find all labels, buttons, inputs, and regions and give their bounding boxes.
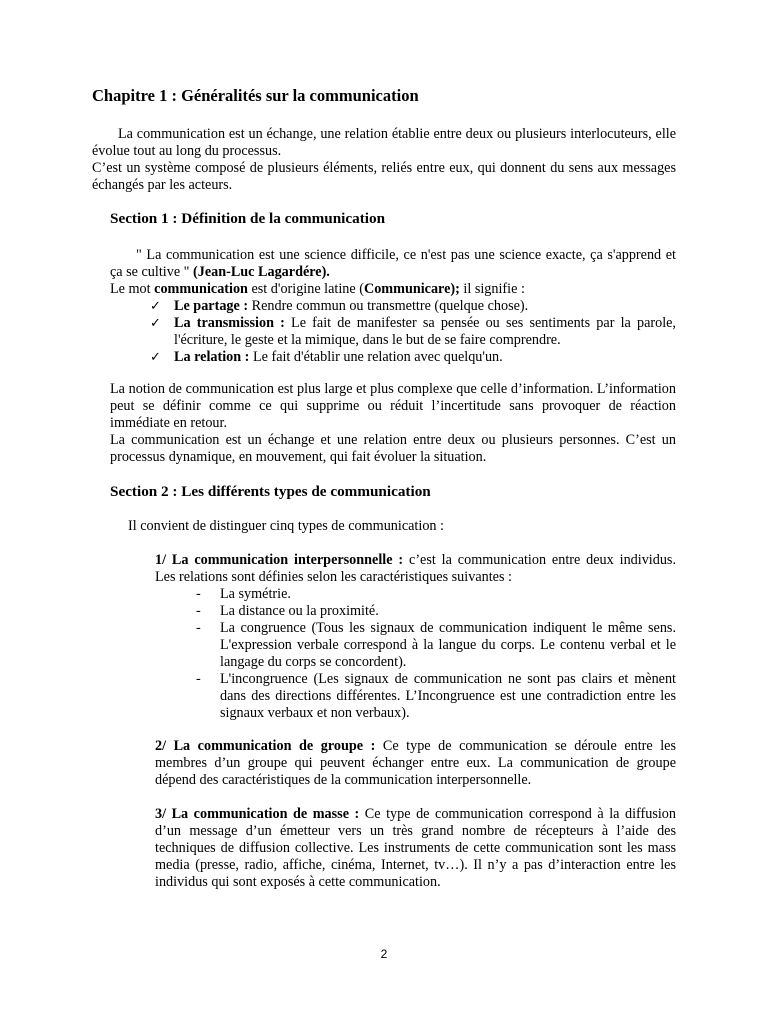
checkmark-icon: ✓ <box>150 350 161 365</box>
type-2-block <box>155 738 676 789</box>
chapter-title: Chapitre 1 : Généralités sur la communication <box>92 86 419 105</box>
dash-marker: - <box>196 671 201 687</box>
item-text: La distance ou la proximité. <box>220 603 379 619</box>
section-2-intro-text: Il convient de distinguer cinq types de communication : <box>128 518 444 534</box>
intro-paragraph-1: La communication est un échange, une relation établie entre deux ou plusieurs interlocuteurs, elle évolue tout au long du processus. <box>92 126 676 159</box>
quote-text: " La communication est une science difficile, ce n'est pas une science exacte, ça s'apprend et ça se cultive " <box>110 247 676 280</box>
quote-author: (Jean-Luc Lagardére). <box>193 264 330 280</box>
item-text: Rendre commun ou transmettre (quelque chose). <box>248 298 529 314</box>
list-item <box>150 315 676 349</box>
page-number: 2 <box>380 947 388 961</box>
type-2-paragraph <box>155 738 676 789</box>
section-2-title: Section 2 : Les différents types de communication <box>110 483 431 500</box>
section-1-title: Section 1 : Définition de la communication <box>110 210 386 227</box>
intro-block <box>92 126 676 194</box>
notion-paragraph-2: La communication est un échange et une relation entre deux ou plusieurs personnes. C’est un processus dynamique, en mouvement, qui fait évoluer la situation. <box>110 432 676 465</box>
definition-list <box>150 298 676 366</box>
list-item <box>196 603 676 620</box>
word-origin-intro: Le mot <box>110 281 155 297</box>
notion-block <box>110 381 676 466</box>
notion-paragraph-1: La notion de communication est plus large et plus complexe que celle d’information. L’information peut se définir comme ce qui supprime ou réduit l’incertitude sans provoquer de réaction immédiate en retour. <box>110 381 676 431</box>
type-1-heading: 1/ La communication interpersonnelle : <box>155 552 404 568</box>
list-item <box>150 349 676 366</box>
item-text: La symétrie. <box>220 586 291 602</box>
type-3-block <box>155 806 676 891</box>
checkmark-icon: ✓ <box>150 316 161 331</box>
item-term: La relation : <box>174 349 250 365</box>
list-item <box>150 298 676 315</box>
type-3-heading: 3/ La communication de masse : <box>155 806 360 822</box>
item-text: La congruence (Tous les signaux de communication indiquent le même sens. L'expression verbale correspond à la langue du corps. Le contenu verbal et le langage du corps se concordent). <box>220 620 676 670</box>
type-3-text: Ce type de communication correspond à la diffusion d’un message d’un émetteur vers un très grand nombre de récepteurs à l’aide des techniques de diffusion collective. Les instruments de cette communication sont les mass media (presse, radio, affiche, cinéma, Internet, tv…). Il n’y a pas d’interaction entre les individus qui sont exposés à cette communication. <box>155 806 676 890</box>
word-origin-term: communication <box>154 281 248 297</box>
word-origin-paragraph <box>110 281 676 298</box>
section-2-intro <box>128 518 676 535</box>
type-1-list <box>196 586 676 722</box>
item-term: La transmission : <box>174 315 285 331</box>
type-2-heading: 2/ La communication de groupe : <box>155 738 376 754</box>
word-origin-mid: est d'origine latine ( <box>247 281 364 297</box>
dash-marker: - <box>196 586 201 602</box>
type-3-paragraph <box>155 806 676 891</box>
word-origin-end: il signifie : <box>459 281 525 297</box>
item-text: Le fait d'établir une relation avec quelqu'un. <box>249 349 503 365</box>
checkmark-icon: ✓ <box>150 299 161 314</box>
item-text: Le fait de manifester sa pensée ou ses sentiments par la parole, l'écriture, le geste et la mimique, dans le but de se faire comprendre. <box>174 315 676 348</box>
intro-paragraph-2: C’est un système composé de plusieurs éléments, reliés entre eux, qui donnent du sens aux messages échangés par les acteurs. <box>92 160 676 193</box>
item-text: L'incongruence (Les signaux de communication ne sont pas clairs et mènent dans des directions différentes. L’Incongruence est une contradiction entre les signaux verbaux et non verbaux). <box>220 671 676 721</box>
quote-paragraph <box>110 247 676 281</box>
list-item <box>196 671 676 722</box>
list-item <box>196 620 676 671</box>
list-item <box>196 586 676 603</box>
type-1-block <box>155 552 676 586</box>
type-2-text: Ce type de communication se déroule entre les membres d’un groupe qui peuvent échanger entre eux. La communication de groupe dépend des caractéristiques de la communication interpersonnelle. <box>155 738 676 788</box>
type-1-paragraph <box>155 552 676 586</box>
section-1-definition <box>110 247 676 298</box>
item-term: Le partage : <box>174 298 249 314</box>
dash-marker: - <box>196 603 201 619</box>
type-1-text: c’est la communication entre deux individus. Les relations sont définies selon les caractéristiques suivantes : <box>155 552 676 585</box>
word-origin-latin: Communicare); <box>363 281 460 297</box>
dash-marker: - <box>196 620 201 636</box>
